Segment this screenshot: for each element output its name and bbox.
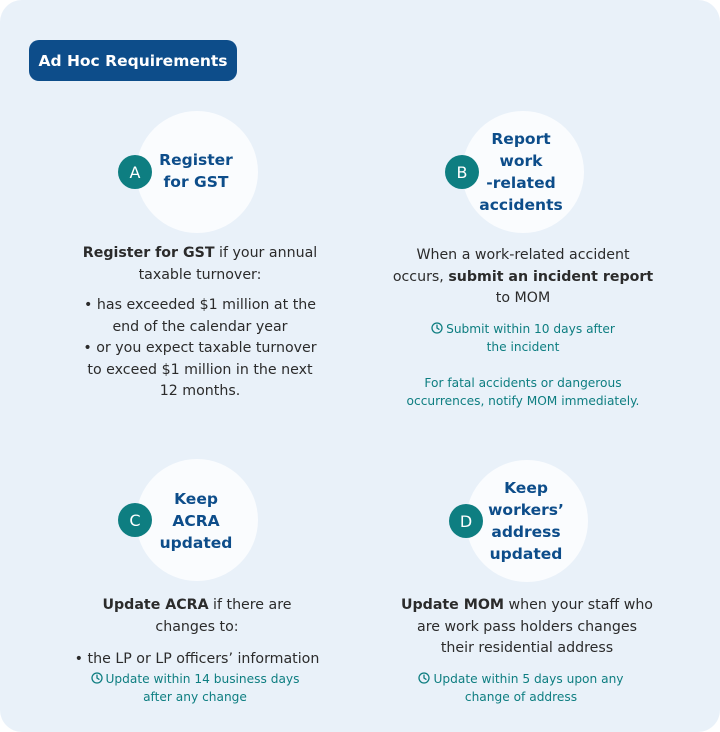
card-b-description: When a work-related accident occurs, submit an incident report to MOM (392, 247, 654, 306)
card-a-bullet-list: • has exceeded $1 million at the end of the calendar year • or you expect taxable turnover to exceed $1 million in the next 12 months. (83, 297, 317, 399)
clock-icon (418, 671, 430, 683)
card-b-heading: Report work -related accidents (479, 130, 563, 214)
card-a-letter-badge: A (118, 155, 152, 189)
clock-icon (431, 321, 443, 333)
card-c-heading: Keep ACRA updated (159, 490, 233, 552)
card-b-deadline-note: Submit within 10 days after the incident (343, 320, 703, 356)
card-a-description: Register for GST if your annual taxable turnover: • has exceeded $1 million at the end of the calendar year • or you expect taxable turnover to exceed $1 million in the next 12 months. (20, 243, 380, 403)
card-b-fatal-note: For fatal accidents or dangerous occurrences, notify MOM immediately. (406, 376, 640, 408)
card-d-heading: Keep workers’ address updated (488, 479, 564, 563)
card-c-letter-badge: C (118, 503, 152, 537)
card-a-heading: Register for GST (159, 151, 233, 191)
card-c-description: Update ACRA if there are changes to: • the LP or LP officers’ information (17, 595, 377, 671)
card-d-description: Update MOM when your staff who are work pass holders changes their residential address (400, 597, 653, 656)
card-d-deadline-note: Update within 5 days upon any change of address (341, 670, 701, 706)
card-d-letter-badge: D (449, 504, 483, 538)
card-b-letter-badge: B (445, 155, 479, 189)
card-c-deadline-note: Update within 14 business days after any change (15, 670, 375, 706)
page-title: Ad Hoc Requirements (29, 40, 237, 81)
card-c-bullet: • the LP or LP officers’ information (74, 651, 320, 667)
clock-icon (91, 671, 103, 683)
